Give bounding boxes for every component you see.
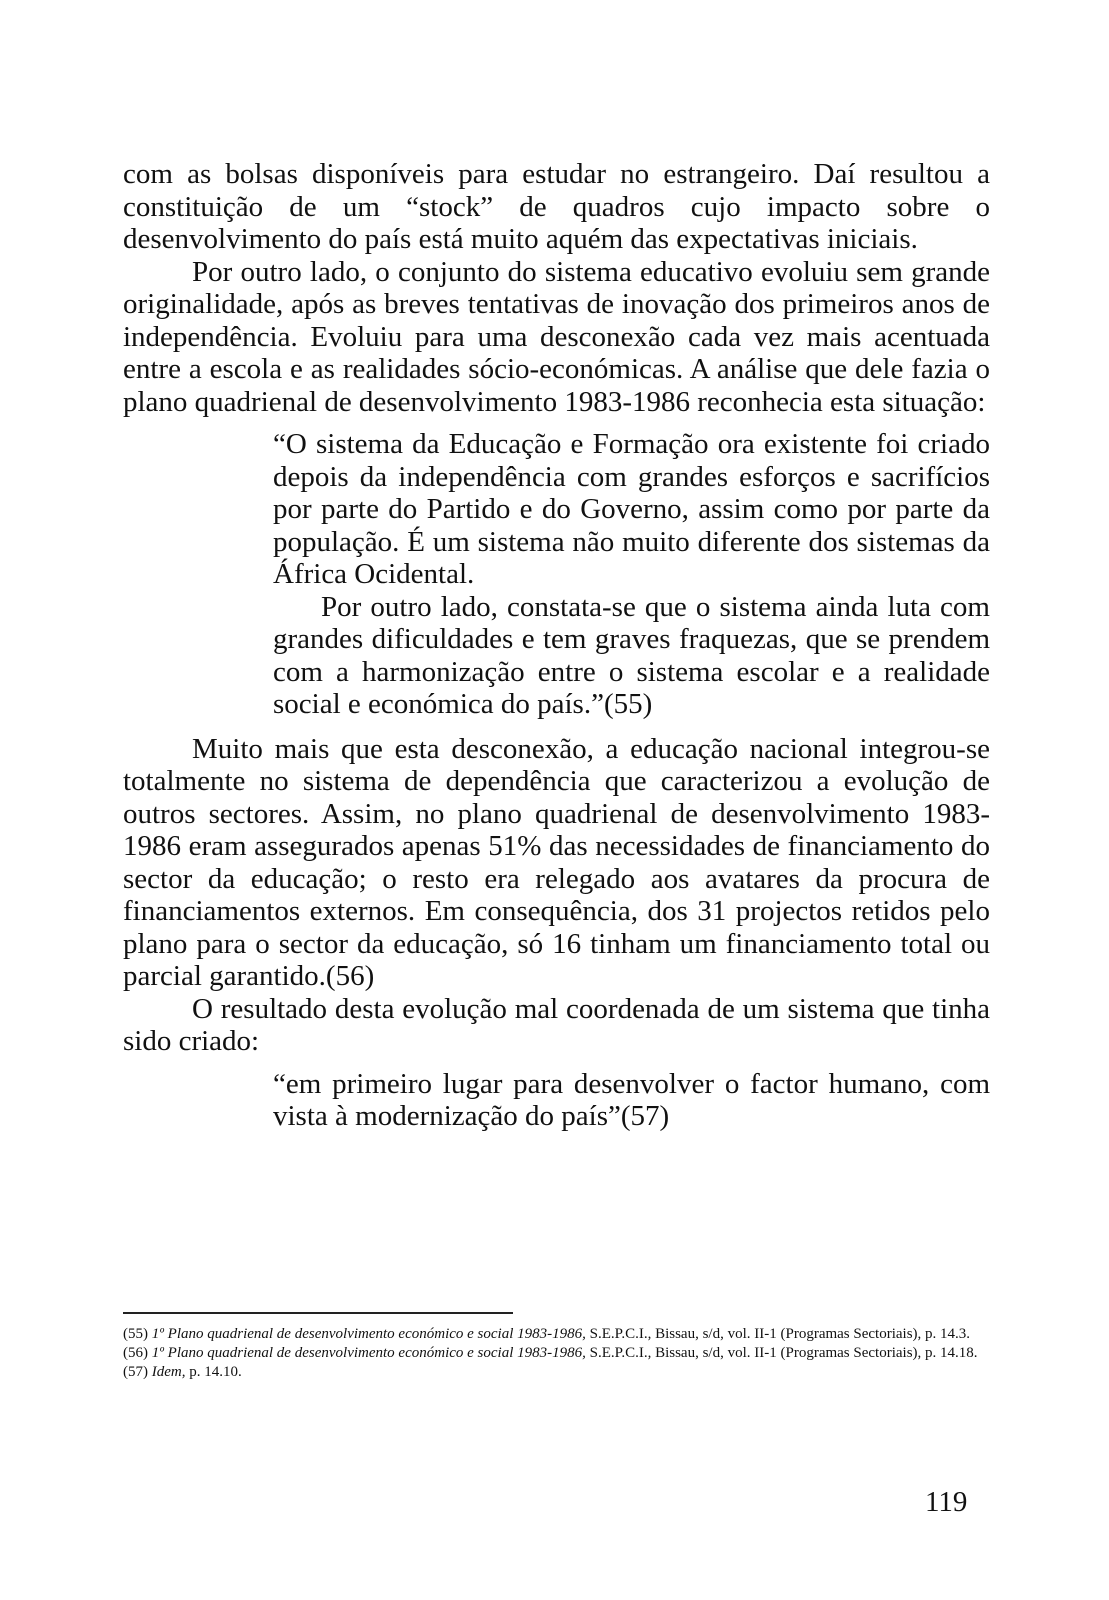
footnote-mark: (55) [123,1326,148,1342]
page-number: 119 [925,1486,968,1518]
footnotes [123,1325,993,1382]
footnote-separator [123,1312,513,1314]
footnote-details: S.E.P.C.I., Bissau, s/d, vol. II-1 (Programas Sectoriais), p. 14.3. [589,1326,971,1342]
footnote-reference: (57) [620,1100,670,1132]
footnote-mark: (57) [123,1364,148,1380]
footnote-reference: (56) [325,960,375,992]
quote-text: “em primeiro lugar para desenvolver o factor humano, com vista à modernização do país” [273,1067,990,1132]
footnote-title: 1º Plano quadrienal de desenvolvimento económico e social 1983-1986, [151,1326,586,1342]
block-quote [273,1068,990,1133]
footnote-title: 1º Plano quadrienal de desenvolvimento económico e social 1983-1986, [151,1345,586,1361]
footnote-title: Idem, [151,1364,186,1380]
paragraph-continuation: com as bolsas disponíveis para estudar no estrangeiro. Daí resultou a constituição de um “stock” de quadros cujo impacto sobre o desenvolvimento do país está muito aquém das expectativas iniciais. [123,158,990,255]
quote-text: Por outro lado, constata-se que o sistema ainda luta com grandes dificuldades e tem graves fraquezas, que se prendem com a harmonização entre o sistema escolar e a realidade social e económica do país.” [273,590,990,720]
footnote-details: S.E.P.C.I., Bissau, s/d, vol. II-1 (Programas Sectoriais), p. 14.18. [589,1345,978,1361]
quote-paragraph [273,591,990,721]
paragraph [123,733,990,993]
footnote-mark: (56) [123,1345,148,1361]
paragraph: Por outro lado, o conjunto do sistema educativo evoluiu sem grande originalidade, após as breves tentativas de inovação dos primeiros anos de independência. Evoluiu para uma desconexão cada vez mais acentuada entre a escola e as realidades sócio-económicas. A análise que dele fazia o plano quadrienal de desenvolvimento 1983-1986 reconhecia esta situação: [123,255,990,418]
footnote [123,1325,993,1344]
footnote [123,1344,993,1363]
footnote-details: p. 14.10. [189,1364,242,1380]
paragraph: O resultado desta evolução mal coordenada de um sistema que tinha sido criado: [123,992,990,1057]
body-text [123,158,990,1145]
quote-paragraph: “O sistema da Educação e Formação ora existente foi criado depois da independência com grandes esforços e sacrifícios por parte do Partido e do Governo, assim como por parte da população. É um sistema não muito diferente dos sistemas da África Ocidental. [273,428,990,590]
block-quote [273,428,990,721]
footnote-reference: (55) [603,688,653,720]
footnote [123,1363,993,1382]
paragraph-text: Muito mais que esta desconexão, a educação nacional integrou-se totalmente no sistema de dependência que caracterizou a evolução de outros sectores. Assim, no plano quadrienal de desenvolvimento 1983-1986 eram assegurados apenas 51% das necessidades de financiamento do sector da educação; o resto era relegado aos avatares da procura de financiamentos externos. Em consequência, dos 31 projectos retidos pelo plano para o sector da educação, só 16 tinham um financiamento total ou parcial garantido. [123,732,990,992]
